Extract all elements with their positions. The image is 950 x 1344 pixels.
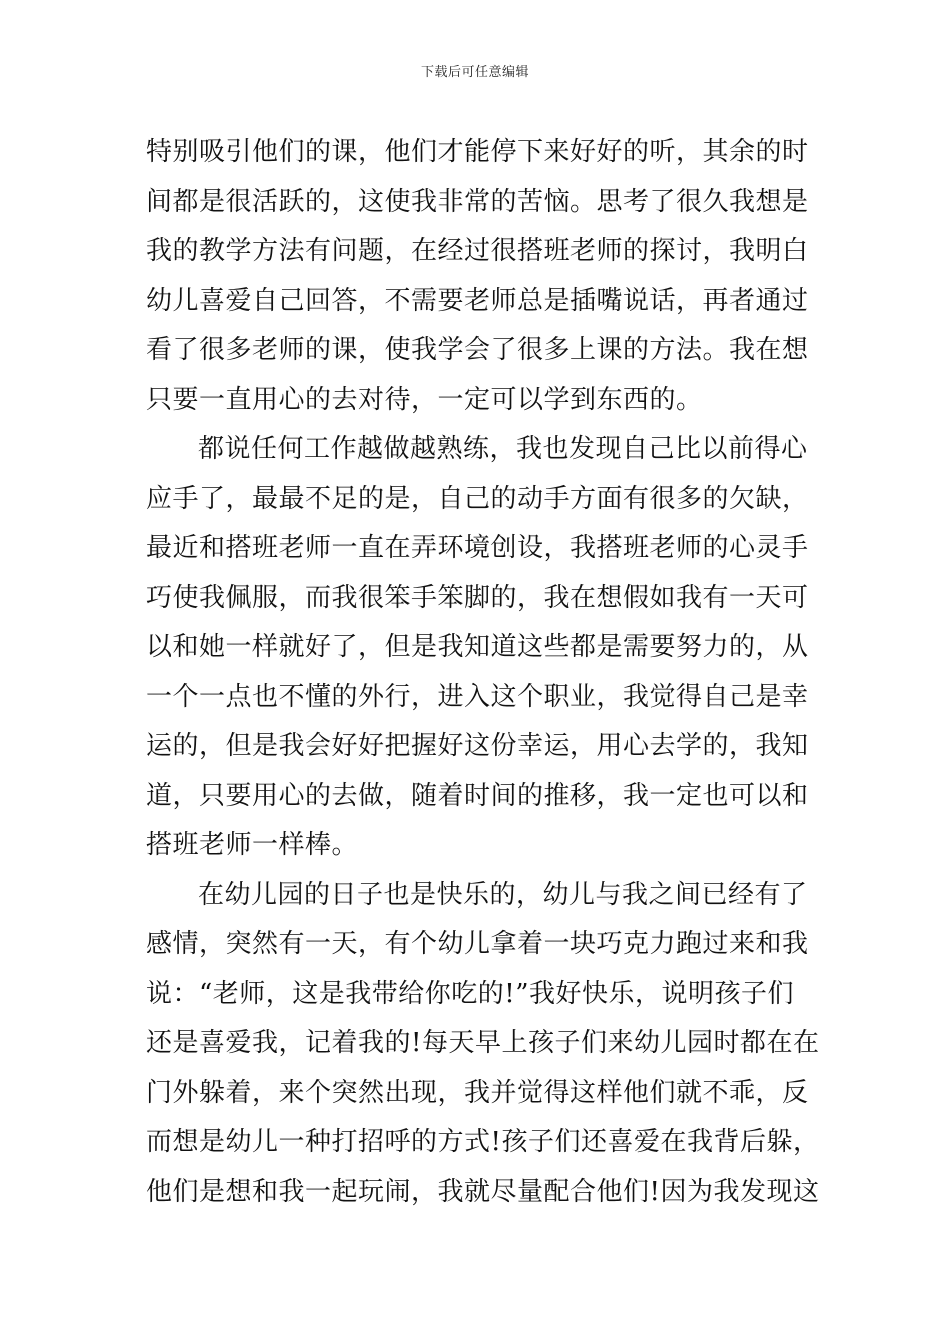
- text-line: 他们是想和我一起玩闹，我就尽量配合他们!因为我发现这: [146, 1176, 820, 1207]
- page-header: 下载后可任意编辑: [420, 65, 529, 80]
- text-line: 我的教学方法有问题，在经过很搭班老师的探讨，我明白: [146, 236, 809, 266]
- document-body: [146, 128, 820, 1217]
- text-line: 都说任何工作越做越熟练，我也发现自己比以前得心: [198, 434, 808, 464]
- text-line: 看了很多老师的课，使我学会了很多上课的方法。我在想: [146, 335, 809, 365]
- text-line: 运的，但是我会好好把握好这份幸运，用心去学的，我知: [146, 731, 809, 761]
- text-line: 而想是幼儿一种打招呼的方式!孩子们还喜爱在我背后躲，: [146, 1127, 820, 1157]
- text-line: 道，只要用心的去做，随着时间的推移，我一定也可以和: [146, 780, 809, 811]
- text-line: 感情，突然有一天，有个幼儿拿着一块巧克力跑过来和我: [146, 929, 809, 959]
- text-line: 幼儿喜爱自己回答，不需要老师总是插嘴说话，再者通过: [146, 285, 809, 316]
- text-line: 应手了，最最不足的是，自己的动手方面有很多的欠缺，: [146, 483, 809, 514]
- text-line: 门外躲着，来个突然出现，我并觉得这样他们就不乖，反: [146, 1077, 809, 1108]
- text-line: 搭班老师一样棒。: [146, 830, 359, 860]
- paragraph-3: [146, 871, 820, 1218]
- text-line: 间都是很活跃的，这使我非常的苦恼。思考了很久我想是: [146, 186, 809, 217]
- text-line: 说：“老师，这是我带给你吃的!”我好快乐，说明孩子们: [146, 978, 795, 1009]
- text-line: 只要一直用心的去对待，一定可以学到东西的。: [146, 384, 703, 415]
- text-line: 还是喜爱我，记着我的!每天早上孩子们来幼儿园时都在在: [146, 1028, 820, 1058]
- text-line: 一个一点也不懂的外行，进入这个职业，我觉得自己是幸: [146, 681, 809, 712]
- text-line: 以和她一样就好了，但是我知道这些都是需要努力的，从: [146, 632, 809, 662]
- text-line: 在幼儿园的日子也是快乐的，幼儿与我之间已经有了: [198, 879, 808, 910]
- text-line: 最近和搭班老师一直在弄环境创设，我搭班老师的心灵手: [146, 533, 809, 563]
- paragraph-2: [146, 425, 809, 871]
- text-line: 特别吸引他们的课，他们才能停下来好好的听，其余的时: [146, 137, 809, 167]
- text-line: 巧使我佩服，而我很笨手笨脚的，我在想假如我有一天可: [146, 582, 809, 613]
- paragraph-1: [146, 128, 809, 425]
